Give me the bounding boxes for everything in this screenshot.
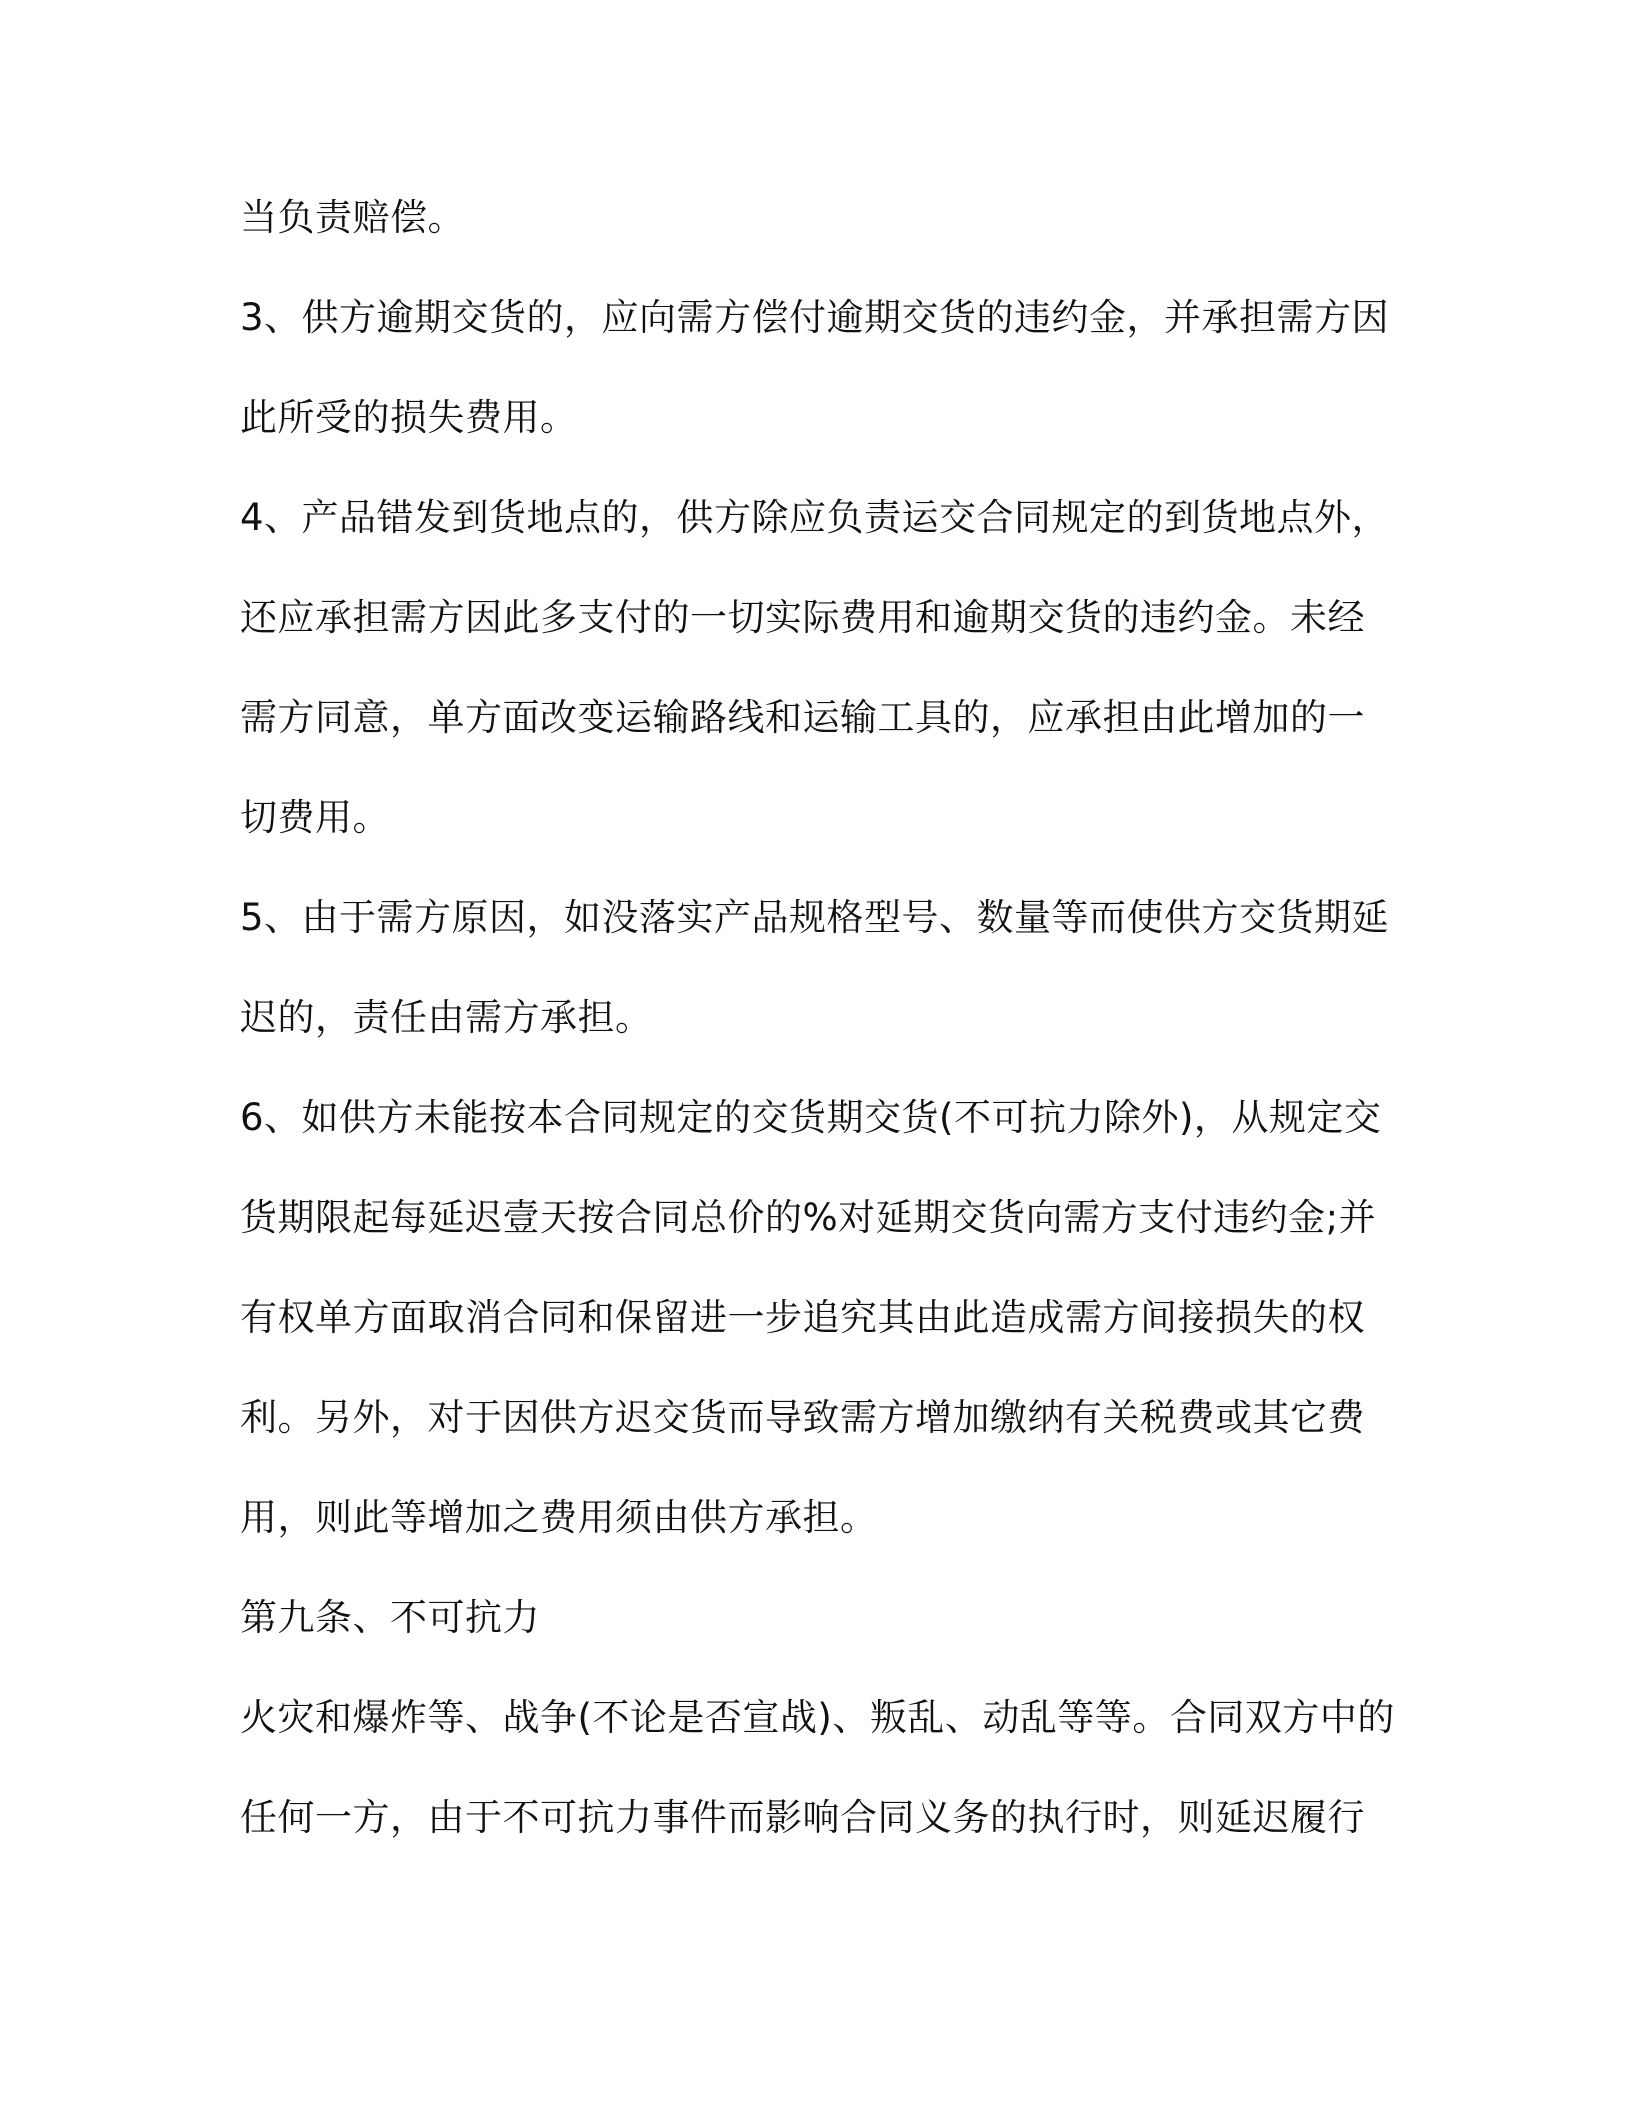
- text-line: 用，则此等增加之费用须由供方承担。: [240, 1496, 878, 1539]
- text-line: 5、由于需方原因，如没落实产品规格型号、数量等而使供方交货期延: [240, 896, 1390, 939]
- section-heading: 第九条、不可抗力: [240, 1596, 540, 1639]
- text-line: 当负责赔偿。: [240, 196, 465, 239]
- text-line: 货期限起每延迟壹天按合同总价的%对延期交货向需方支付违约金;并: [240, 1196, 1377, 1239]
- text-line: 切费用。: [240, 796, 390, 839]
- text-line: 任何一方，由于不可抗力事件而影响合同义务的执行时，则延迟履行: [240, 1796, 1365, 1839]
- text-line: 迟的，责任由需方承担。: [240, 996, 653, 1039]
- text-line: 火灾和爆炸等、战争(不论是否宣战)、叛乱、动乱等等。合同双方中的: [240, 1696, 1395, 1739]
- text-line: 有权单方面取消合同和保留进一步追究其由此造成需方间接损失的权: [240, 1296, 1365, 1339]
- text-line: 4、产品错发到货地点的，供方除应负责运交合同规定的到货地点外，: [240, 496, 1390, 539]
- text-line: 6、如供方未能按本合同规定的交货期交货(不可抗力除外)，从规定交: [240, 1096, 1382, 1139]
- text-line: 利。另外，对于因供方迟交货而导致需方增加缴纳有关税费或其它费: [240, 1396, 1365, 1439]
- text-line: 还应承担需方因此多支付的一切实际费用和逾期交货的违约金。未经: [240, 596, 1365, 639]
- text-line: 此所受的损失费用。: [240, 396, 578, 439]
- text-line: 需方同意，单方面改变运输路线和运输工具的，应承担由此增加的一: [240, 696, 1365, 739]
- text-line: 3、供方逾期交货的，应向需方偿付逾期交货的违约金，并承担需方因: [240, 296, 1390, 339]
